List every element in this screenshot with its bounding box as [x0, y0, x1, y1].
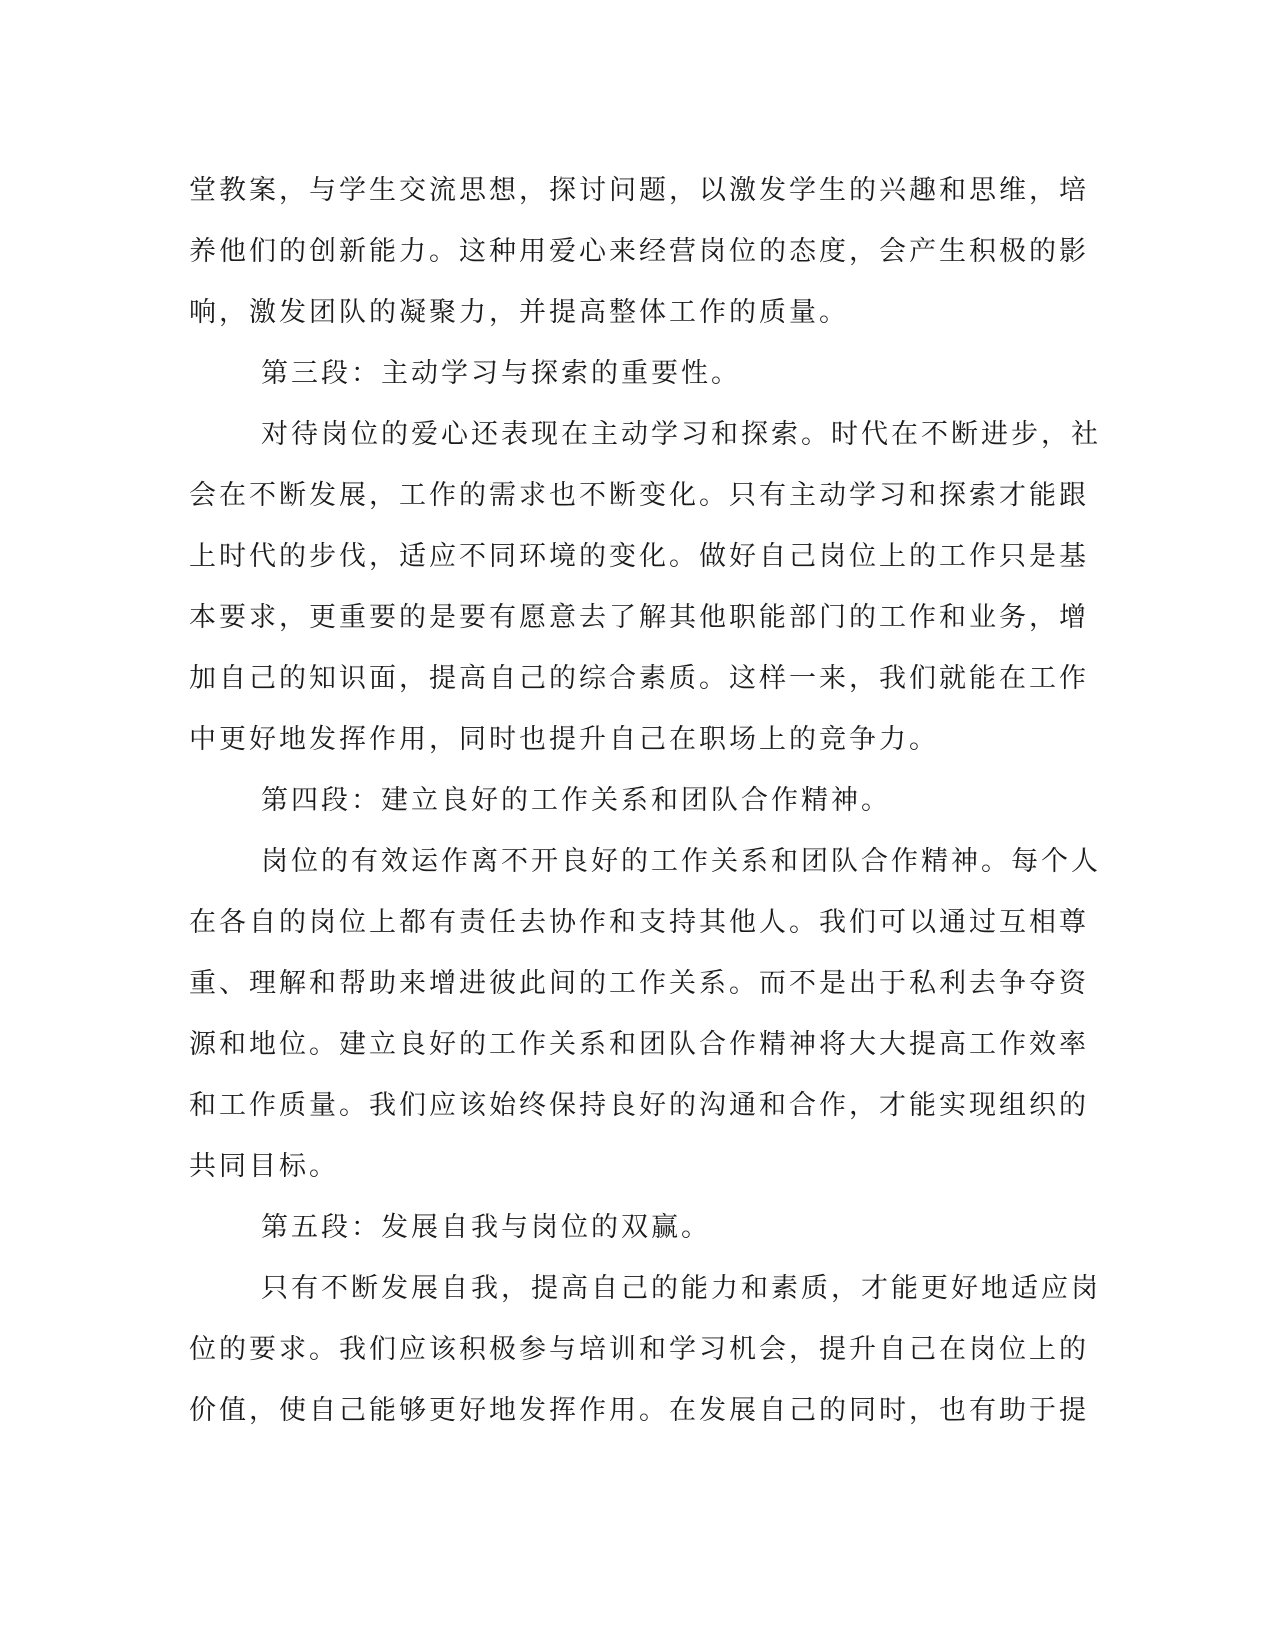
section-heading: 第四段：建立良好的工作关系和团队合作精神。: [261, 785, 891, 816]
text-line: 岗位的有效运作离不开良好的工作关系和团队合作精神。每个人: [261, 846, 1101, 877]
text-line: 只有不断发展自我，提高自己的能力和素质，才能更好地适应岗: [261, 1273, 1101, 1304]
text-line: 上时代的步伐，适应不同环境的变化。做好自己岗位上的工作只是基: [189, 541, 1089, 572]
text-line: 堂教案，与学生交流思想，探讨问题，以激发学生的兴趣和思维，培: [189, 175, 1089, 206]
section-heading: 第五段：发展自我与岗位的双赢。: [261, 1212, 711, 1243]
section-heading: 第三段：主动学习与探索的重要性。: [261, 358, 741, 389]
text-line: 本要求，更重要的是要有愿意去了解其他职能部门的工作和业务，增: [189, 602, 1089, 633]
text-line: 源和地位。建立良好的工作关系和团队合作精神将大大提高工作效率: [189, 1029, 1089, 1060]
text-line: 价值，使自己能够更好地发挥作用。在发展自己的同时，也有助于提: [189, 1395, 1089, 1426]
text-line: 对待岗位的爱心还表现在主动学习和探索。时代在不断进步，社: [261, 419, 1101, 450]
text-line: 位的要求。我们应该积极参与培训和学习机会，提升自己在岗位上的: [189, 1334, 1089, 1365]
text-line: 共同目标。: [189, 1151, 339, 1182]
text-line: 响，激发团队的凝聚力，并提高整体工作的质量。: [189, 297, 849, 328]
text-line: 和工作质量。我们应该始终保持良好的沟通和合作，才能实现组织的: [189, 1090, 1089, 1121]
text-line: 会在不断发展，工作的需求也不断变化。只有主动学习和探索才能跟: [189, 480, 1089, 511]
text-line: 中更好地发挥作用，同时也提升自己在职场上的竞争力。: [189, 724, 939, 755]
text-line: 在各自的岗位上都有责任去协作和支持其他人。我们可以通过互相尊: [189, 907, 1089, 938]
text-line: 加自己的知识面，提高自己的综合素质。这样一来，我们就能在工作: [189, 663, 1089, 694]
text-line: 养他们的创新能力。这种用爱心来经营岗位的态度，会产生积极的影: [189, 236, 1089, 267]
body-text: [189, 160, 1101, 1441]
text-line: 重、理解和帮助来增进彼此间的工作关系。而不是出于私利去争夺资: [189, 968, 1089, 999]
